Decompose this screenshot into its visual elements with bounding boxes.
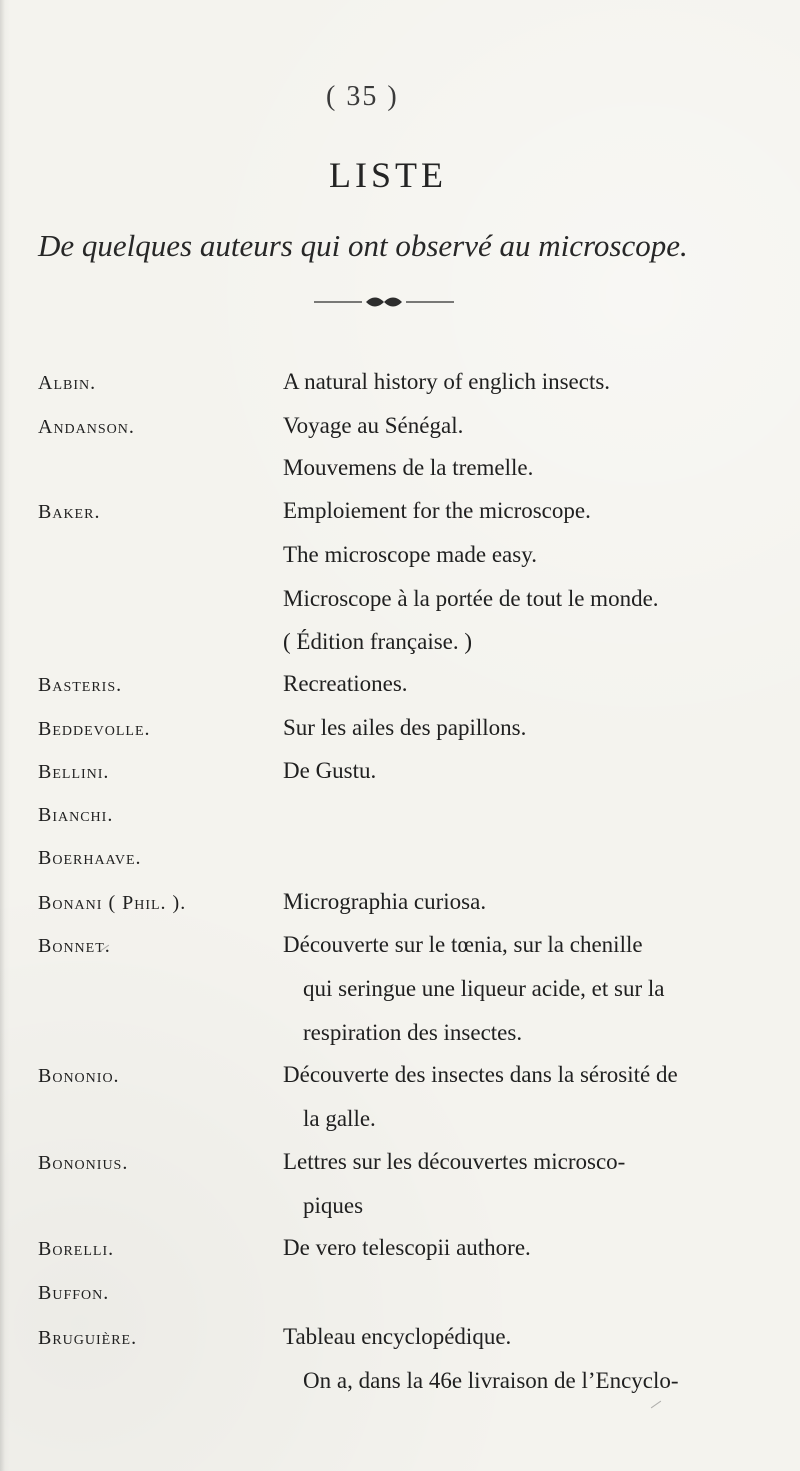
author-albin: Albin. — [38, 372, 97, 394]
author-boerhaave: Boerhaave. — [38, 847, 142, 869]
entry-baker-line-4: ( Édition française. ) — [283, 629, 473, 654]
entry-bononio-line-1: Découverte des insectes dans la sérosité de — [283, 1062, 678, 1087]
page-title: LISTE — [329, 155, 447, 195]
entry-bononius-line-2: piques — [303, 1193, 364, 1218]
page-subtitle: De quelques auteurs qui ont observé au microscope. — [38, 228, 688, 263]
entry-bonani-line-1: Micrographia curiosa. — [283, 889, 487, 914]
page-number: ( 35 ) — [326, 81, 399, 112]
entry-bononius-line-1: Lettres sur les découvertes microsco- — [283, 1149, 626, 1174]
author-bonnet: Bonnet. — [38, 935, 111, 957]
ornament-divider — [314, 294, 454, 310]
author-bononio: Bononio. — [38, 1065, 120, 1087]
entry-bonnet-line-1: Découverte sur le tœnia, sur la chenille — [283, 932, 643, 957]
entry-borelli-line-1: De vero telescopii authore. — [283, 1235, 531, 1260]
entry-bruguiere-line-2: On a, dans la 46e livraison de l’Encyclo- — [303, 1368, 679, 1393]
author-buffon: Buffon. — [38, 1282, 110, 1304]
author-bruguiere: Bruguière. — [38, 1327, 138, 1349]
entry-bellini-line-1: De Gustu. — [283, 758, 377, 783]
print-mark — [651, 1401, 661, 1409]
entry-beddevolle-line-1: Sur les ailes des papillons. — [283, 715, 527, 740]
entry-albin-line-1: A natural history of englich insects. — [283, 369, 611, 394]
entry-baker-line-3: Microscope à la portée de tout le monde. — [283, 586, 659, 611]
entry-bonnet-line-2: qui seringue une liqueur acide, et sur la — [303, 976, 665, 1001]
entry-baker-line-1: Emploiement for the microscope. — [283, 498, 591, 523]
author-beddevolle: Beddevolle. — [38, 718, 151, 740]
author-borelli: Borelli. — [38, 1238, 115, 1260]
author-bonani: Bonani ( Phil. ). — [38, 892, 187, 914]
author-baker: Baker. — [38, 501, 101, 523]
entry-baker-line-2: The microscope made easy. — [283, 542, 537, 567]
entry-andanson-line-1: Voyage au Sénégal. — [283, 413, 464, 438]
entry-bruguiere-line-1: Tableau encyclopédique. — [283, 1324, 512, 1349]
author-bononius: Bononius. — [38, 1152, 129, 1174]
entry-basteris-line-1: Recreationes. — [283, 671, 408, 696]
author-basteris: Basteris. — [38, 674, 123, 696]
entry-andanson-line-2: Mouvemens de la tremelle. — [283, 455, 534, 480]
entry-bonnet-line-3: respiration des insectes. — [303, 1020, 523, 1045]
entry-bononio-line-2: la galle. — [303, 1106, 376, 1131]
author-bellini: Bellini. — [38, 761, 110, 783]
author-andanson: Andanson. — [38, 416, 135, 438]
page-edge-shadow — [0, 0, 10, 1471]
author-bianchi: Bianchi. — [38, 804, 114, 826]
